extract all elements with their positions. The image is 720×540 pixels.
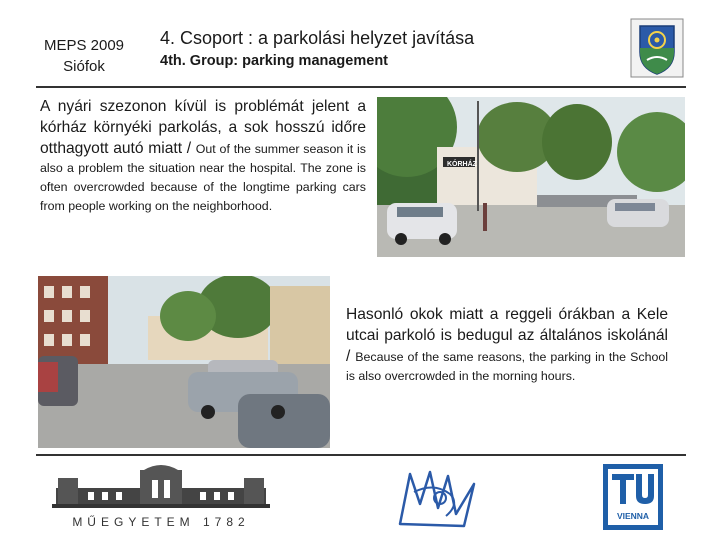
hospital-parking-photo <box>377 97 685 257</box>
slide-title: 4. Csoport : a parkolási helyzet javítása <box>160 28 475 48</box>
org-line-2: Siófok <box>63 58 105 75</box>
footer-divider <box>36 454 686 456</box>
bme-logo <box>48 464 274 530</box>
paragraph-hospital-hu: A nyári szezonon kívül is problémát jelent a kórház környéki parkolás, a sok hosszú időre otthagyott autó miatt / <box>40 98 366 157</box>
coat-of-arms-icon <box>630 18 684 78</box>
slide-subtitle: 4th. Group: parking management <box>160 53 388 69</box>
header-organization <box>28 35 140 77</box>
hospital-sign-text: KÓRHÁZ <box>447 161 477 168</box>
cvut-lion-icon <box>390 464 488 534</box>
paragraph-school <box>346 304 668 386</box>
paragraph-hospital <box>40 96 366 216</box>
bme-wordmark: MŰEGYETEM 1782 <box>72 515 250 529</box>
school-parking-photo <box>38 276 330 448</box>
paragraph-school-hu: Hasonló okok miatt a reggeli órákban a Kele utcai parkoló is bedugul az általános iskolánál / <box>346 306 668 365</box>
paragraph-school-en: Because of the same reasons, the parking in the School is also overcrowded in the morning hours. <box>346 350 668 383</box>
header-divider <box>36 86 686 88</box>
paragraph-hospital-en: Out of the summer season it is also a problem the situation near the hospital. The zone is often overcrowded because of the longtime parking cars from people working on the neighborhood. <box>40 142 366 213</box>
tu-vienna-text: VIENNA <box>616 511 650 521</box>
tu-vienna-logo <box>603 464 663 530</box>
org-line-1: MEPS 2009 <box>43 37 125 54</box>
